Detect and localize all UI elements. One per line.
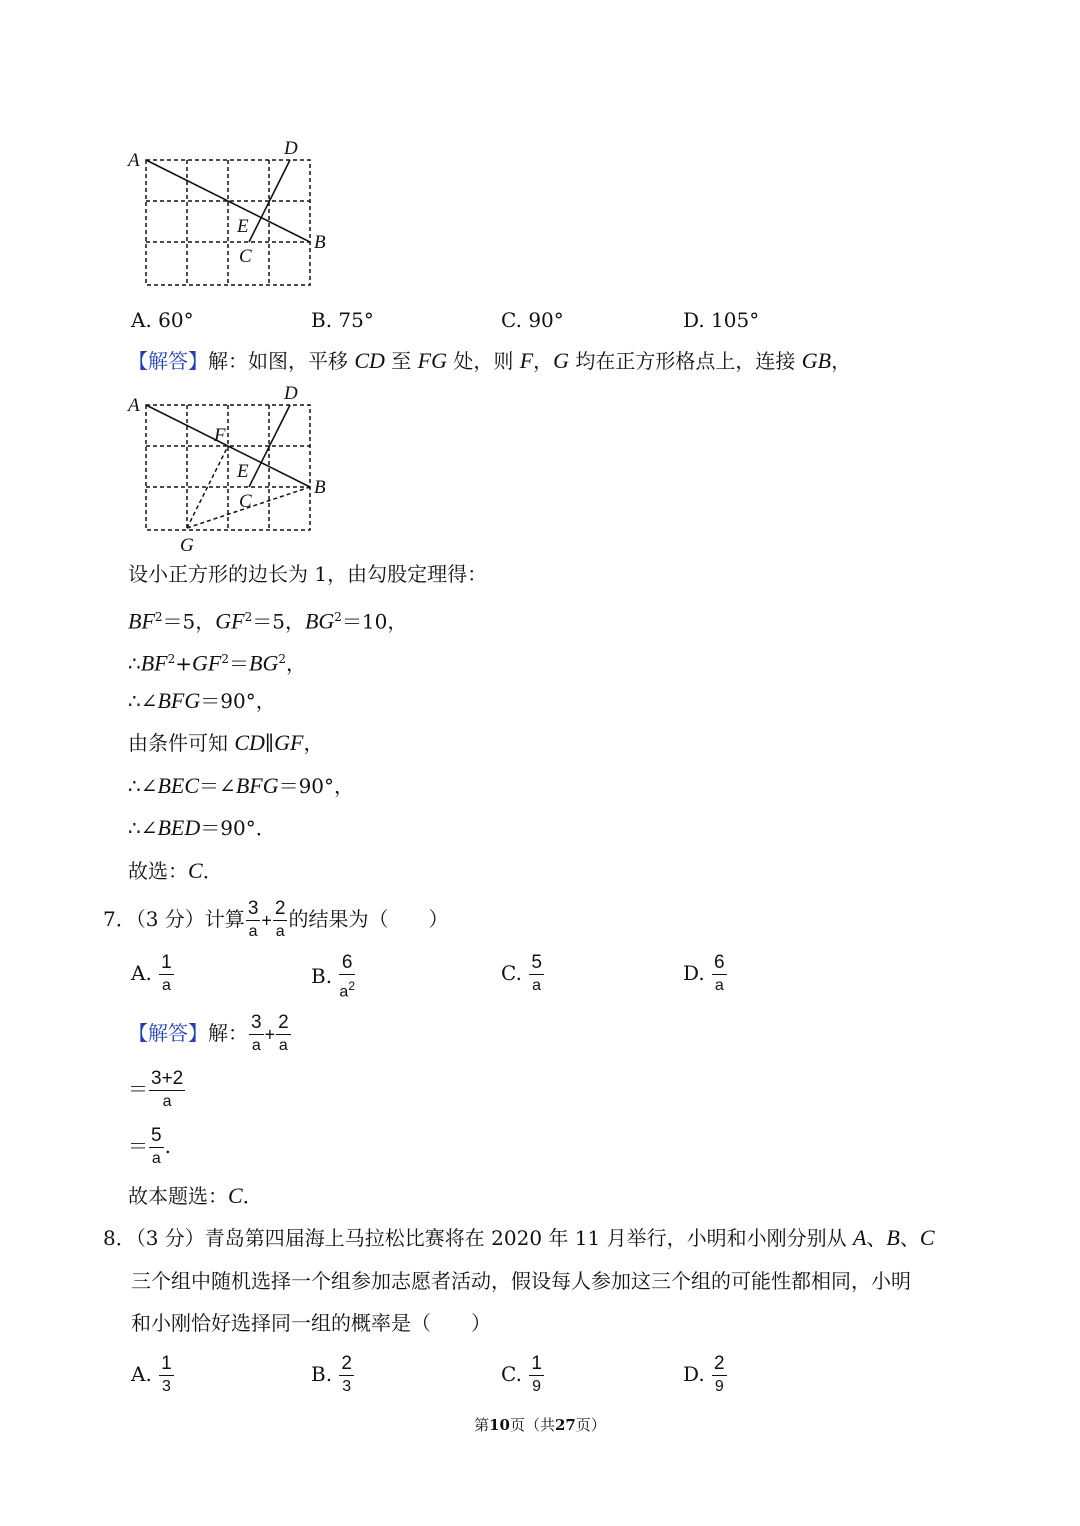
option-c: C. 90° bbox=[501, 308, 564, 332]
text-segment: 解：如图，平移 bbox=[208, 349, 355, 373]
q7-stem: 7．（3 分）计算 $\frac{3}{a}$ + $\frac{2}{a}$ 的结果为（ ） bbox=[103, 898, 449, 940]
text-segment: C bbox=[188, 858, 203, 883]
text-segment: BG bbox=[249, 650, 279, 676]
text-segment: 2 bbox=[167, 652, 176, 666]
label-d: D bbox=[284, 138, 298, 159]
label-a: A bbox=[128, 395, 140, 416]
text-segment: ＝5， bbox=[252, 609, 305, 634]
text-line bbox=[128, 1182, 263, 1210]
grid-figure-2 bbox=[120, 380, 340, 560]
text-line bbox=[128, 857, 223, 885]
text-segment: 由条件可知 bbox=[128, 731, 235, 755]
q7-solution: 【解答】解： $\frac{3}{a}$ + $\frac{2}{a}$ bbox=[128, 1012, 289, 1054]
text-segment: GF bbox=[215, 608, 245, 634]
label-a: A bbox=[128, 150, 140, 171]
text-segment: 、 bbox=[866, 1226, 887, 1250]
text-segment: BFG bbox=[157, 688, 201, 713]
page-footer: 第10页（共27页） bbox=[474, 1416, 606, 1434]
text-segment: ∴∠ bbox=[128, 774, 158, 798]
text-segment: 处，则 bbox=[446, 349, 520, 373]
text-segment: ， bbox=[303, 731, 324, 755]
label-e: E bbox=[237, 461, 249, 482]
option-d: D. 105° bbox=[683, 308, 760, 332]
text-segment: ＝ bbox=[229, 651, 249, 676]
label-c: C bbox=[239, 246, 252, 267]
text-segment: ∥ bbox=[264, 731, 275, 755]
text-segment: F bbox=[519, 348, 534, 373]
label-d: D bbox=[284, 383, 298, 404]
text-segment: BF bbox=[128, 608, 155, 634]
label-c: C bbox=[239, 491, 252, 512]
text-segment: ， bbox=[285, 651, 306, 676]
text-line bbox=[131, 1309, 491, 1337]
text-segment: ∴ bbox=[128, 651, 141, 676]
label-b: B bbox=[314, 477, 326, 498]
text-segment: GB bbox=[801, 348, 832, 373]
text-segment: ＝90°． bbox=[200, 816, 276, 840]
text-line bbox=[128, 603, 407, 636]
text-segment: A bbox=[852, 1225, 867, 1250]
text-segment: 三个组中随机选择一个组参加志愿者活动，假设每人参加这三个组的可能性都相同，小明 bbox=[131, 1269, 911, 1293]
text-segment: GF bbox=[192, 650, 222, 676]
text-segment: ∴∠ bbox=[128, 689, 158, 713]
text-segment: 设小正方形的边长为 1，由勾股定理得： bbox=[128, 562, 488, 586]
label-b: B bbox=[314, 232, 326, 253]
text-line bbox=[131, 1267, 911, 1295]
text-line bbox=[128, 772, 354, 800]
text-segment: BFG bbox=[235, 773, 279, 798]
label-e: E bbox=[237, 216, 249, 237]
text-segment: ＝90°， bbox=[278, 774, 355, 798]
label-g: G bbox=[180, 535, 194, 556]
text-segment: BF bbox=[140, 650, 168, 676]
text-segment: BEC bbox=[157, 773, 200, 798]
text-segment: G bbox=[553, 348, 570, 373]
text-segment: B bbox=[886, 1225, 900, 1250]
text-segment: 均在正方形格点上，连接 bbox=[569, 349, 802, 373]
text-segment: 至 bbox=[384, 349, 418, 373]
text-segment: CD bbox=[354, 348, 385, 373]
text-segment: 8．（3 分）青岛第四届海上马拉松比赛将在 2020 年 11 月举行，小明和小刚分别从 bbox=[103, 1226, 853, 1250]
text-line bbox=[128, 645, 306, 678]
text-segment: 故本题选： bbox=[128, 1184, 228, 1208]
text-segment: 2 bbox=[334, 610, 342, 624]
text-segment: C bbox=[228, 1183, 243, 1208]
text-segment: 2 bbox=[221, 652, 229, 666]
option-b: B. 75° bbox=[311, 308, 374, 332]
text-line bbox=[103, 1224, 935, 1252]
q7-step2: ＝ $\frac{5}{a}$ . bbox=[128, 1125, 171, 1167]
text-segment: + bbox=[175, 651, 193, 676]
text-segment: BED bbox=[157, 815, 201, 840]
text-segment: GF bbox=[274, 730, 304, 755]
text-segment: 2 bbox=[278, 652, 286, 666]
grid-figure-1 bbox=[120, 135, 340, 295]
text-segment: 和小刚恰好选择同一组的概率是（ ） bbox=[131, 1311, 491, 1335]
text-segment: 2 bbox=[154, 610, 163, 624]
label-f: F bbox=[214, 425, 226, 446]
text-line bbox=[128, 347, 851, 375]
text-segment: 【解答】 bbox=[128, 349, 208, 373]
text-segment: ＝90°， bbox=[200, 689, 276, 713]
text-segment: ＝10， bbox=[341, 609, 408, 634]
text-segment: 2 bbox=[244, 610, 253, 624]
text-segment: BG bbox=[304, 608, 335, 634]
text-segment: CD bbox=[234, 730, 265, 755]
text-segment: FG bbox=[417, 348, 447, 373]
text-segment: C bbox=[919, 1225, 935, 1250]
q7-step1: ＝ $\frac{3+2}{a}$ bbox=[128, 1068, 184, 1110]
text-segment: 故选： bbox=[128, 859, 188, 883]
text-line bbox=[128, 729, 324, 757]
text-segment: ∴∠ bbox=[128, 816, 158, 840]
text-line bbox=[128, 687, 276, 715]
text-line bbox=[128, 560, 487, 588]
text-segment: ． bbox=[202, 859, 223, 883]
option-a: A. 60° bbox=[131, 308, 194, 332]
text-segment: ＝∠ bbox=[199, 774, 236, 798]
text-segment: 、 bbox=[899, 1226, 920, 1250]
text-segment: ＝5， bbox=[162, 609, 216, 634]
text-line bbox=[128, 814, 276, 842]
text-segment: ． bbox=[242, 1184, 263, 1208]
text-segment: ， bbox=[831, 349, 852, 373]
text-segment: ， bbox=[533, 349, 554, 373]
